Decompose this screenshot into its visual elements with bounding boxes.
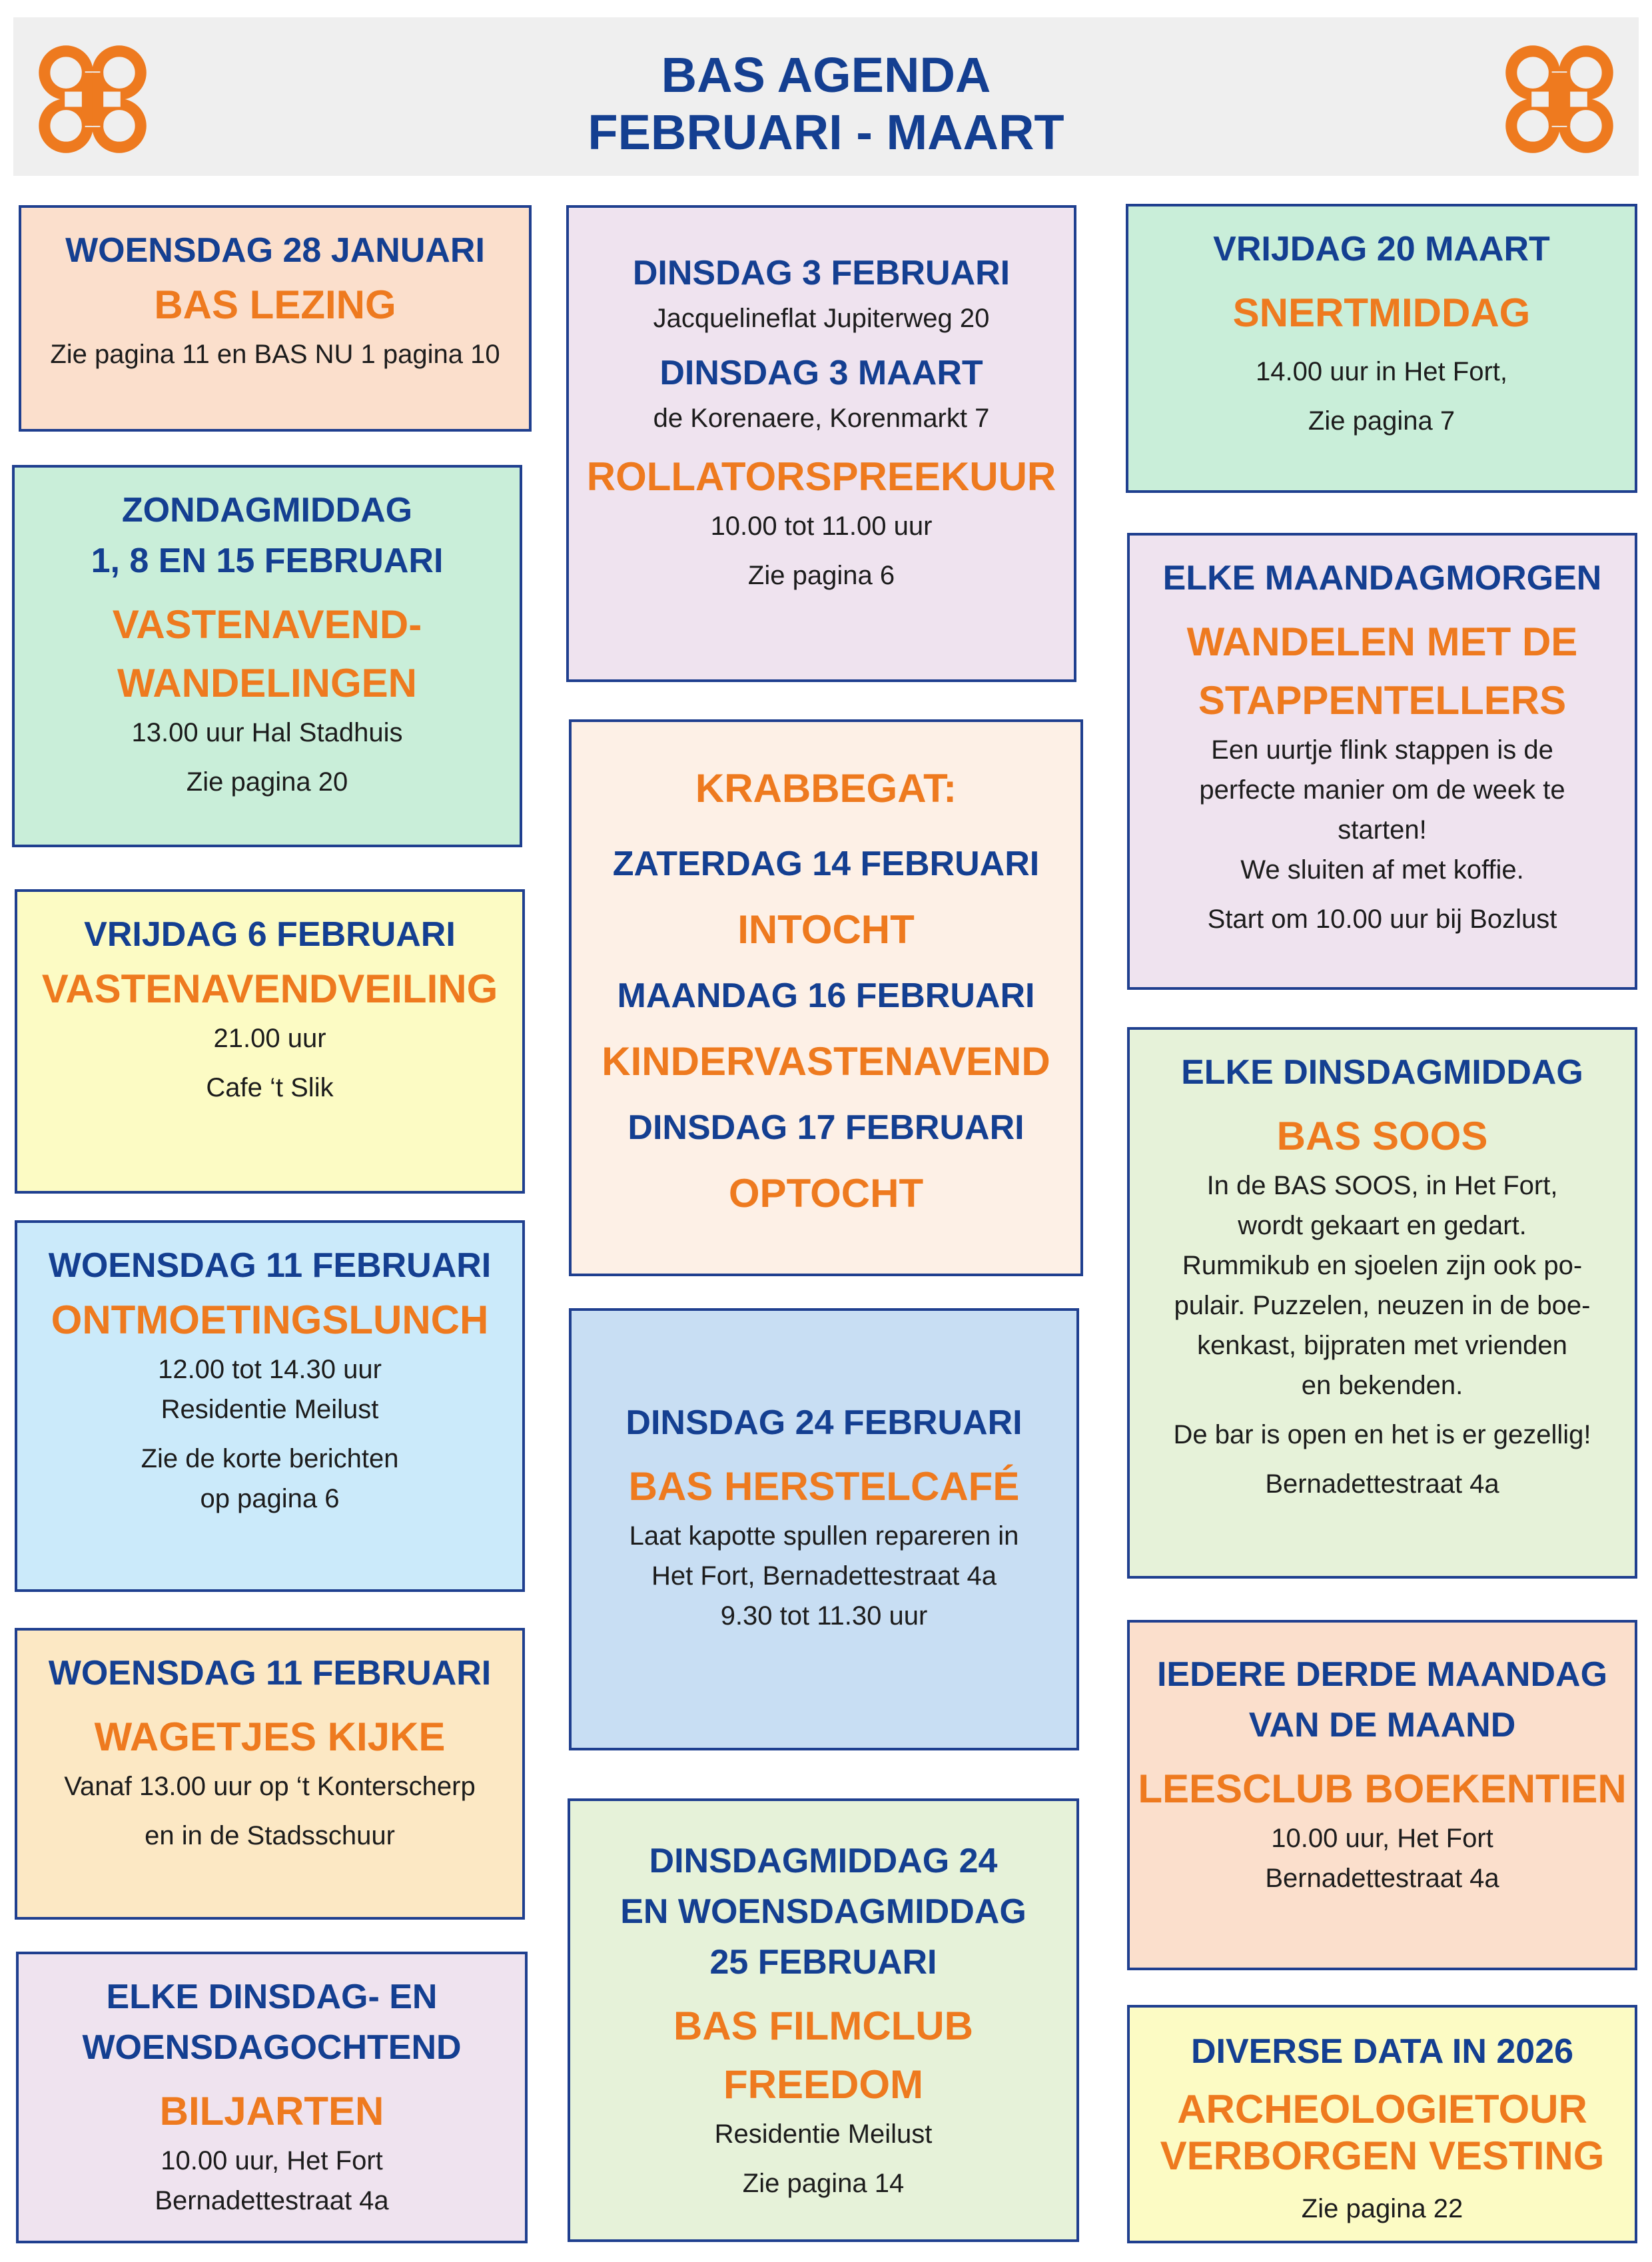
- event-date: ELKE DINSDAGMIDDAG: [1181, 1053, 1583, 1092]
- event-heading: KRABBEGAT:: [695, 766, 957, 811]
- event-info: Laat kapotte spullen repareren in: [629, 1521, 1019, 1551]
- event-info: Zie de korte berichten: [141, 1444, 399, 1473]
- event-title-line2: STAPPENTELLERS: [1198, 678, 1567, 723]
- event-date-line1: ZONDAGMIDDAG: [121, 491, 413, 530]
- event-date-line3: 25 FEBRUARI: [709, 1943, 937, 1982]
- event-title: BAS HERSTELCAFÉ: [628, 1464, 1020, 1509]
- event-info: Bernadettestraat 4a: [1265, 1864, 1499, 1893]
- event-info: 14.00 uur in Het Fort,: [1256, 357, 1507, 386]
- event-card-krabbegat: [569, 719, 1083, 1276]
- event-info: Zie pagina 20: [186, 767, 348, 797]
- event-date-line1: ELKE DINSDAG- EN: [106, 1978, 438, 2016]
- event-date: ELKE MAANDAGMORGEN: [1162, 559, 1602, 597]
- event-card-rollatorspreekuur: [566, 205, 1076, 682]
- event-info: Zie pagina 22: [1301, 2194, 1463, 2223]
- event-date-line1: DINSDAGMIDDAG 24: [649, 1842, 998, 1880]
- event-title-line2: VERBORGEN VESTING: [1160, 2133, 1605, 2178]
- event-description: Een uurtje flink stappen is de: [1211, 735, 1553, 765]
- event-title-line1: ARCHEOLOGIETOUR: [1177, 2087, 1587, 2131]
- event-card-bas-lezing: [19, 205, 532, 432]
- event-info: Bernadettestraat 4a: [155, 2186, 389, 2215]
- event-date: VRIJDAG 20 MAART: [1213, 230, 1550, 268]
- event-info: 13.00 uur Hal Stadhuis: [131, 718, 403, 747]
- event-card-snertmiddag: [1126, 204, 1637, 493]
- event-date-line2: EN WOENSDAGMIDDAG: [620, 1892, 1027, 1931]
- event-date: VRIJDAG 6 FEBRUARI: [84, 915, 456, 954]
- page-title: [13, 47, 1639, 161]
- event-info: Zie pagina 14: [742, 2169, 905, 2198]
- event-title: LEESCLUB BOEKENTIEN: [1138, 1766, 1627, 1811]
- page-title-line1: BAS AGENDA: [661, 47, 991, 103]
- event-card-vastenavendveiling: [15, 889, 525, 1194]
- event-info: 10.00 uur, Het Fort: [1271, 1824, 1493, 1853]
- event-card-wandelen-stappentellers: [1127, 533, 1637, 990]
- event-date: WOENSDAG 28 JANUARI: [65, 231, 485, 270]
- event-info: 9.30 tot 11.30 uur: [720, 1601, 928, 1631]
- event-info: en in de Stadsschuur: [145, 1821, 395, 1850]
- event-date: DINSDAG 3 FEBRUARI: [632, 254, 1011, 292]
- event-date: DIVERSE DATA IN 2026: [1190, 2032, 1574, 2071]
- event-date-line2: 1, 8 EN 15 FEBRUARI: [91, 542, 444, 580]
- event-title: WAGETJES KIJKE: [94, 1714, 446, 1759]
- event-title: INTOCHT: [737, 907, 915, 952]
- event-description: en bekenden.: [1301, 1371, 1463, 1400]
- event-card-filmclub: [568, 1798, 1079, 2242]
- event-info: Cafe ‘t Slik: [206, 1073, 334, 1102]
- event-title: BILJARTEN: [159, 2089, 384, 2133]
- event-info: op pagina 6: [200, 1484, 340, 1513]
- event-description: Rummikub en sjoelen zijn ook po-: [1182, 1251, 1583, 1280]
- event-info: Het Fort, Bernadettestraat 4a: [651, 1561, 997, 1591]
- event-title-line1: BAS FILMCLUB: [673, 2004, 973, 2048]
- event-title-line2: WANDELINGEN: [117, 661, 417, 705]
- event-card-vastenavend-wandelingen: [12, 465, 522, 847]
- event-info: Bernadettestraat 4a: [1265, 1469, 1499, 1499]
- event-info: Start om 10.00 uur bij Bozlust: [1207, 905, 1557, 934]
- event-card-herstelcafe: [569, 1308, 1079, 1750]
- event-description: pulair. Puzzelen, neuzen in de boe-: [1174, 1291, 1591, 1320]
- event-card-archeologietour: [1127, 2005, 1637, 2243]
- event-description: We sluiten af met koffie.: [1240, 855, 1524, 885]
- event-title: BAS LEZING: [154, 282, 396, 327]
- event-info: Zie pagina 6: [747, 561, 895, 590]
- event-card-ontmoetingslunch: [15, 1220, 525, 1592]
- event-date: WOENSDAG 11 FEBRUARI: [48, 1654, 492, 1693]
- event-date: ZATERDAG 14 FEBRUARI: [612, 845, 1040, 883]
- event-card-leesclub: [1127, 1620, 1637, 1970]
- event-location: Jacquelineflat Jupiterweg 20: [653, 304, 990, 333]
- event-info: De bar is open en het is er gezellig!: [1173, 1420, 1591, 1449]
- event-date: WOENSDAG 11 FEBRUARI: [48, 1246, 492, 1285]
- event-description: starten!: [1338, 815, 1427, 845]
- event-card-bas-soos: [1127, 1027, 1637, 1579]
- event-title: OPTOCHT: [728, 1171, 924, 1216]
- event-title: KINDERVASTENAVEND: [602, 1039, 1050, 1084]
- event-card-biljarten: [16, 1952, 528, 2243]
- event-info: 10.00 uur, Het Fort: [161, 2146, 383, 2175]
- event-info: 12.00 tot 14.30 uur: [158, 1355, 382, 1384]
- event-info: Vanaf 13.00 uur op ‘t Konterscherp: [64, 1772, 476, 1801]
- event-title: ROLLATORSPREEKUUR: [586, 454, 1056, 499]
- event-date-line1: IEDERE DERDE MAANDAG: [1156, 1655, 1608, 1694]
- event-date: DINSDAG 24 FEBRUARI: [625, 1403, 1023, 1442]
- event-date: DINSDAG 17 FEBRUARI: [627, 1108, 1025, 1147]
- page-title-line2: FEBRUARI - MAART: [588, 105, 1064, 160]
- event-title: SNERTMIDDAG: [1232, 290, 1531, 335]
- event-title: BAS SOOS: [1276, 1114, 1488, 1158]
- event-date: MAANDAG 16 FEBRUARI: [617, 976, 1035, 1015]
- event-title-line1: WANDELEN MET DE: [1186, 619, 1578, 664]
- event-description: wordt gekaart en gedart.: [1238, 1211, 1527, 1240]
- event-info: Residentie Meilust: [714, 2119, 933, 2149]
- event-date-line2: VAN DE MAAND: [1248, 1706, 1516, 1744]
- page-header: [13, 17, 1639, 176]
- event-info: 21.00 uur: [213, 1024, 326, 1053]
- event-title: VASTENAVENDVEILING: [41, 966, 498, 1011]
- event-description: kenkast, bijpraten met vrienden: [1197, 1331, 1567, 1360]
- event-title: ONTMOETINGSLUNCH: [51, 1298, 489, 1342]
- event-description: In de BAS SOOS, in Het Fort,: [1206, 1171, 1558, 1200]
- event-title-line1: VASTENAVEND-: [112, 602, 422, 647]
- event-location: de Korenaere, Korenmarkt 7: [653, 404, 990, 433]
- event-date-line2: WOENSDAGOCHTEND: [82, 2028, 462, 2067]
- event-info: 10.00 tot 11.00 uur: [710, 512, 933, 541]
- event-card-wagetjes-kijke: [15, 1628, 525, 1920]
- event-info: Zie pagina 11 en BAS NU 1 pagina 10: [50, 340, 500, 369]
- event-info: Residentie Meilust: [161, 1395, 379, 1424]
- bas-logo-icon: [1496, 36, 1623, 163]
- event-info: Zie pagina 7: [1308, 406, 1455, 436]
- event-date: DINSDAG 3 MAART: [659, 354, 983, 392]
- event-title-line2: FREEDOM: [723, 2062, 923, 2107]
- event-description: perfecte manier om de week te: [1199, 775, 1565, 805]
